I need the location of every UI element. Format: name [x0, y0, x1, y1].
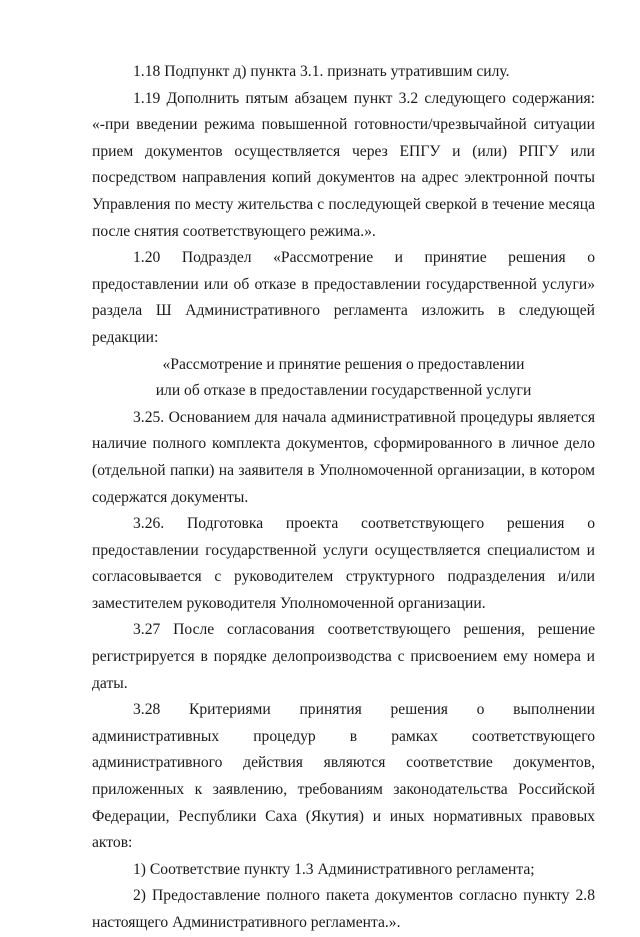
list-item-1: 1) Соответствие пункту 1.3 Административного регламента; — [133, 860, 535, 878]
subsection-heading-line-1: «Рассмотрение и принятие решения о предоставлении — [162, 355, 525, 373]
paragraph-3-25: 3.25. Основанием для начала административной процедуры является наличие полного комплекта документов, сформированного в личное дело (отдельной папки) на заявителя в Уполномоченной организации, в котором содержатся документы. — [92, 408, 595, 506]
paragraph-1-19: 1.19 Дополнить пятым абзацем пункт 3.2 следующего содержания: «-при введении режима повышенной готовности/чрезвычайной ситуации прием документов осуществляется через ЕПГУ и (или) РПГУ или посредством направления копий документов на адрес электронной почты Управления по месту жительства с последующей сверкой в течение месяца после снятия соответствующего режима.». — [92, 89, 595, 240]
paragraph-3-27: 3.27 После согласования соответствующего решения, решение регистрируется в порядке делопроизводства с присвоением ему номера и даты. — [92, 621, 595, 692]
paragraph-1-18: 1.18 Подпункт д) пункта 3.1. признать утратившим силу. — [133, 63, 510, 80]
paragraph-1-20: 1.20 Подраздел «Рассмотрение и принятие решения о предоставлении или об отказе в предоставлении государственной услуги» раздела Ш Административного регламента изложить в следующей редакции: — [92, 249, 595, 346]
paragraph-3-26: 3.26. Подготовка проекта соответствующего решения о предоставлении государственной услуги осуществляется специалистом и согласовывается с руководителем структурного подразделения и/или заместителем руководителя Уполномоченной организации. — [92, 515, 595, 612]
paragraph-3-28: 3.28 Критериями принятия решения о выполнении административных процедур в рамках соответствующего административного действия являются соответствие документов, приложенных к заявлению, требованиям законодательства Российской Федерации, Республики Саха (Якутия) и иных нормативных правовых актов: — [92, 701, 595, 852]
document-body — [92, 59, 595, 937]
list-item-2: 2) Предоставление полного пакета документов согласно пункту 2.8 настоящего Административного регламента.». — [92, 887, 595, 931]
subsection-heading-line-2: или об отказе в предоставлении государственной услуги — [155, 382, 532, 400]
